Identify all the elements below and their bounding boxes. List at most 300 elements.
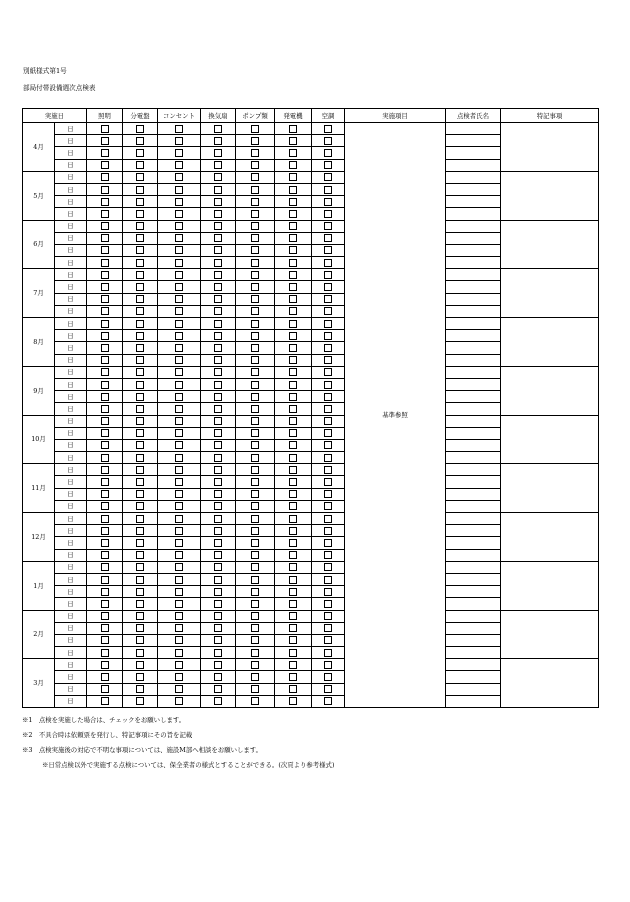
checkbox[interactable]	[214, 161, 222, 169]
inspector-name-cell[interactable]	[446, 318, 501, 330]
checkbox[interactable]	[324, 466, 332, 474]
checkbox[interactable]	[136, 612, 144, 620]
inspector-name-cell[interactable]	[446, 366, 501, 378]
checkbox[interactable]	[251, 478, 259, 486]
day-cell[interactable]: 日	[55, 622, 87, 634]
checkbox[interactable]	[101, 393, 109, 401]
inspector-name-cell[interactable]	[446, 525, 501, 537]
checkbox[interactable]	[251, 661, 259, 669]
checkbox[interactable]	[289, 661, 297, 669]
checkbox[interactable]	[101, 466, 109, 474]
checkbox[interactable]	[289, 502, 297, 510]
checkbox[interactable]	[136, 539, 144, 547]
checkbox[interactable]	[289, 344, 297, 352]
checkbox[interactable]	[136, 502, 144, 510]
day-cell[interactable]: 日	[55, 293, 87, 305]
checkbox[interactable]	[324, 259, 332, 267]
checkbox[interactable]	[101, 661, 109, 669]
checkbox[interactable]	[324, 381, 332, 389]
checkbox[interactable]	[175, 186, 183, 194]
checkbox[interactable]	[289, 515, 297, 523]
checkbox[interactable]	[214, 332, 222, 340]
checkbox[interactable]	[175, 588, 183, 596]
checkbox[interactable]	[101, 576, 109, 584]
checkbox[interactable]	[101, 198, 109, 206]
checkbox[interactable]	[101, 697, 109, 705]
inspector-name-cell[interactable]	[446, 415, 501, 427]
inspector-name-cell[interactable]	[446, 159, 501, 171]
checkbox[interactable]	[136, 186, 144, 194]
checkbox[interactable]	[289, 222, 297, 230]
checkbox[interactable]	[175, 539, 183, 547]
inspector-name-cell[interactable]	[446, 537, 501, 549]
inspector-name-cell[interactable]	[446, 598, 501, 610]
day-cell[interactable]: 日	[55, 196, 87, 208]
day-cell[interactable]: 日	[55, 232, 87, 244]
checkbox[interactable]	[251, 539, 259, 547]
checkbox[interactable]	[101, 173, 109, 181]
checkbox[interactable]	[251, 198, 259, 206]
checkbox[interactable]	[289, 356, 297, 364]
checkbox[interactable]	[324, 222, 332, 230]
checkbox[interactable]	[324, 649, 332, 657]
checkbox[interactable]	[214, 636, 222, 644]
checkbox[interactable]	[214, 649, 222, 657]
checkbox[interactable]	[101, 649, 109, 657]
checkbox[interactable]	[101, 539, 109, 547]
checkbox[interactable]	[289, 149, 297, 157]
checkbox[interactable]	[101, 186, 109, 194]
checkbox[interactable]	[251, 210, 259, 218]
checkbox[interactable]	[101, 490, 109, 498]
checkbox[interactable]	[175, 283, 183, 291]
checkbox[interactable]	[324, 137, 332, 145]
checkbox[interactable]	[214, 441, 222, 449]
checkbox[interactable]	[175, 527, 183, 535]
checkbox[interactable]	[251, 161, 259, 169]
checkbox[interactable]	[251, 222, 259, 230]
inspector-name-cell[interactable]	[446, 378, 501, 390]
checkbox[interactable]	[324, 441, 332, 449]
checkbox[interactable]	[101, 356, 109, 364]
checkbox[interactable]	[289, 173, 297, 181]
checkbox[interactable]	[289, 527, 297, 535]
checkbox[interactable]	[136, 356, 144, 364]
checkbox[interactable]	[214, 283, 222, 291]
checkbox[interactable]	[324, 429, 332, 437]
checkbox[interactable]	[101, 417, 109, 425]
checkbox[interactable]	[251, 697, 259, 705]
checkbox[interactable]	[136, 332, 144, 340]
checkbox[interactable]	[101, 137, 109, 145]
checkbox[interactable]	[136, 393, 144, 401]
checkbox[interactable]	[289, 198, 297, 206]
checkbox[interactable]	[136, 576, 144, 584]
day-cell[interactable]: 日	[55, 500, 87, 512]
inspector-name-cell[interactable]	[446, 622, 501, 634]
checkbox[interactable]	[175, 173, 183, 181]
checkbox[interactable]	[324, 368, 332, 376]
day-cell[interactable]: 日	[55, 318, 87, 330]
checkbox[interactable]	[289, 186, 297, 194]
checkbox[interactable]	[136, 381, 144, 389]
checkbox[interactable]	[324, 295, 332, 303]
day-cell[interactable]: 日	[55, 366, 87, 378]
day-cell[interactable]: 日	[55, 378, 87, 390]
checkbox[interactable]	[214, 600, 222, 608]
checkbox[interactable]	[289, 332, 297, 340]
checkbox[interactable]	[101, 246, 109, 254]
checkbox[interactable]	[214, 271, 222, 279]
checkbox[interactable]	[175, 454, 183, 462]
checkbox[interactable]	[214, 210, 222, 218]
inspector-name-cell[interactable]	[446, 647, 501, 659]
checkbox[interactable]	[136, 125, 144, 133]
day-cell[interactable]: 日	[55, 439, 87, 451]
checkbox[interactable]	[251, 320, 259, 328]
checkbox[interactable]	[214, 539, 222, 547]
checkbox[interactable]	[324, 173, 332, 181]
checkbox[interactable]	[175, 149, 183, 157]
checkbox[interactable]	[324, 125, 332, 133]
checkbox[interactable]	[175, 332, 183, 340]
checkbox[interactable]	[136, 368, 144, 376]
day-cell[interactable]: 日	[55, 269, 87, 281]
day-cell[interactable]: 日	[55, 488, 87, 500]
checkbox[interactable]	[289, 576, 297, 584]
day-cell[interactable]: 日	[55, 183, 87, 195]
checkbox[interactable]	[289, 551, 297, 559]
checkbox[interactable]	[251, 563, 259, 571]
checkbox[interactable]	[175, 405, 183, 413]
day-cell[interactable]: 日	[55, 305, 87, 317]
day-cell[interactable]: 日	[55, 281, 87, 293]
day-cell[interactable]: 日	[55, 123, 87, 135]
checkbox[interactable]	[175, 210, 183, 218]
checkbox[interactable]	[175, 576, 183, 584]
checkbox[interactable]	[136, 246, 144, 254]
checkbox[interactable]	[214, 234, 222, 242]
checkbox[interactable]	[251, 307, 259, 315]
checkbox[interactable]	[251, 149, 259, 157]
inspector-name-cell[interactable]	[446, 573, 501, 585]
inspector-name-cell[interactable]	[446, 634, 501, 646]
checkbox[interactable]	[289, 271, 297, 279]
checkbox[interactable]	[214, 295, 222, 303]
day-cell[interactable]: 日	[55, 513, 87, 525]
checkbox[interactable]	[136, 649, 144, 657]
remarks-cell[interactable]	[501, 220, 599, 269]
inspector-name-cell[interactable]	[446, 549, 501, 561]
checkbox[interactable]	[101, 563, 109, 571]
checkbox[interactable]	[324, 502, 332, 510]
inspector-name-cell[interactable]	[446, 403, 501, 415]
checkbox[interactable]	[251, 283, 259, 291]
checkbox[interactable]	[289, 539, 297, 547]
checkbox[interactable]	[136, 271, 144, 279]
checkbox[interactable]	[136, 551, 144, 559]
checkbox[interactable]	[175, 320, 183, 328]
checkbox[interactable]	[324, 210, 332, 218]
checkbox[interactable]	[251, 551, 259, 559]
checkbox[interactable]	[251, 527, 259, 535]
inspector-name-cell[interactable]	[446, 147, 501, 159]
checkbox[interactable]	[289, 490, 297, 498]
checkbox[interactable]	[175, 417, 183, 425]
checkbox[interactable]	[214, 344, 222, 352]
inspector-name-cell[interactable]	[446, 281, 501, 293]
checkbox[interactable]	[324, 198, 332, 206]
checkbox[interactable]	[214, 454, 222, 462]
checkbox[interactable]	[136, 417, 144, 425]
checkbox[interactable]	[324, 186, 332, 194]
checkbox[interactable]	[251, 393, 259, 401]
checkbox[interactable]	[101, 527, 109, 535]
checkbox[interactable]	[289, 612, 297, 620]
checkbox[interactable]	[136, 320, 144, 328]
checkbox[interactable]	[101, 405, 109, 413]
checkbox[interactable]	[136, 478, 144, 486]
checkbox[interactable]	[175, 661, 183, 669]
checkbox[interactable]	[251, 441, 259, 449]
checkbox[interactable]	[324, 161, 332, 169]
checkbox[interactable]	[324, 588, 332, 596]
day-cell[interactable]: 日	[55, 391, 87, 403]
inspector-name-cell[interactable]	[446, 244, 501, 256]
checkbox[interactable]	[175, 125, 183, 133]
checkbox[interactable]	[324, 697, 332, 705]
day-cell[interactable]: 日	[55, 171, 87, 183]
checkbox[interactable]	[324, 515, 332, 523]
day-cell[interactable]: 日	[55, 159, 87, 171]
checkbox[interactable]	[251, 502, 259, 510]
checkbox[interactable]	[289, 405, 297, 413]
checkbox[interactable]	[289, 454, 297, 462]
checkbox[interactable]	[289, 588, 297, 596]
checkbox[interactable]	[251, 295, 259, 303]
day-cell[interactable]: 日	[55, 415, 87, 427]
checkbox[interactable]	[251, 685, 259, 693]
checkbox[interactable]	[175, 649, 183, 657]
remarks-cell[interactable]	[501, 123, 599, 172]
checkbox[interactable]	[289, 137, 297, 145]
checkbox[interactable]	[214, 393, 222, 401]
checkbox[interactable]	[136, 441, 144, 449]
checkbox[interactable]	[214, 466, 222, 474]
remarks-cell[interactable]	[501, 464, 599, 513]
checkbox[interactable]	[324, 600, 332, 608]
checkbox[interactable]	[289, 246, 297, 254]
checkbox[interactable]	[175, 478, 183, 486]
day-cell[interactable]: 日	[55, 598, 87, 610]
checkbox[interactable]	[214, 173, 222, 181]
remarks-cell[interactable]	[501, 415, 599, 464]
checkbox[interactable]	[324, 149, 332, 157]
checkbox[interactable]	[289, 368, 297, 376]
day-cell[interactable]: 日	[55, 610, 87, 622]
remarks-cell[interactable]	[501, 318, 599, 367]
checkbox[interactable]	[214, 527, 222, 535]
checkbox[interactable]	[214, 356, 222, 364]
inspector-name-cell[interactable]	[446, 123, 501, 135]
inspector-name-cell[interactable]	[446, 257, 501, 269]
day-cell[interactable]: 日	[55, 208, 87, 220]
checkbox[interactable]	[136, 600, 144, 608]
checkbox[interactable]	[136, 210, 144, 218]
checkbox[interactable]	[136, 563, 144, 571]
inspector-name-cell[interactable]	[446, 196, 501, 208]
inspector-name-cell[interactable]	[446, 220, 501, 232]
checkbox[interactable]	[214, 624, 222, 632]
checkbox[interactable]	[175, 307, 183, 315]
inspector-name-cell[interactable]	[446, 464, 501, 476]
checkbox[interactable]	[136, 259, 144, 267]
checkbox[interactable]	[136, 697, 144, 705]
checkbox[interactable]	[214, 685, 222, 693]
checkbox[interactable]	[251, 636, 259, 644]
checkbox[interactable]	[136, 429, 144, 437]
inspector-name-cell[interactable]	[446, 208, 501, 220]
checkbox[interactable]	[289, 478, 297, 486]
checkbox[interactable]	[101, 612, 109, 620]
checkbox[interactable]	[214, 661, 222, 669]
checkbox[interactable]	[175, 563, 183, 571]
checkbox[interactable]	[251, 673, 259, 681]
checkbox[interactable]	[289, 295, 297, 303]
checkbox[interactable]	[324, 673, 332, 681]
checkbox[interactable]	[101, 234, 109, 242]
checkbox[interactable]	[175, 234, 183, 242]
checkbox[interactable]	[289, 417, 297, 425]
checkbox[interactable]	[324, 454, 332, 462]
checkbox[interactable]	[251, 576, 259, 584]
day-cell[interactable]: 日	[55, 561, 87, 573]
checkbox[interactable]	[289, 563, 297, 571]
checkbox[interactable]	[175, 466, 183, 474]
checkbox[interactable]	[214, 246, 222, 254]
checkbox[interactable]	[324, 636, 332, 644]
day-cell[interactable]: 日	[55, 330, 87, 342]
checkbox[interactable]	[324, 271, 332, 279]
checkbox[interactable]	[214, 320, 222, 328]
checkbox[interactable]	[136, 307, 144, 315]
inspector-name-cell[interactable]	[446, 342, 501, 354]
checkbox[interactable]	[214, 478, 222, 486]
checkbox[interactable]	[251, 246, 259, 254]
inspector-name-cell[interactable]	[446, 513, 501, 525]
checkbox[interactable]	[136, 234, 144, 242]
checkbox[interactable]	[101, 149, 109, 157]
checkbox[interactable]	[289, 466, 297, 474]
checkbox[interactable]	[214, 137, 222, 145]
checkbox[interactable]	[136, 222, 144, 230]
checkbox[interactable]	[324, 417, 332, 425]
checkbox[interactable]	[175, 356, 183, 364]
day-cell[interactable]: 日	[55, 659, 87, 671]
checkbox[interactable]	[101, 600, 109, 608]
checkbox[interactable]	[251, 417, 259, 425]
checkbox[interactable]	[136, 490, 144, 498]
checkbox[interactable]	[289, 234, 297, 242]
checkbox[interactable]	[251, 600, 259, 608]
day-cell[interactable]: 日	[55, 403, 87, 415]
checkbox[interactable]	[251, 234, 259, 242]
remarks-cell[interactable]	[501, 171, 599, 220]
checkbox[interactable]	[101, 125, 109, 133]
checkbox[interactable]	[289, 441, 297, 449]
checkbox[interactable]	[251, 173, 259, 181]
checkbox[interactable]	[289, 307, 297, 315]
checkbox[interactable]	[251, 490, 259, 498]
inspector-name-cell[interactable]	[446, 671, 501, 683]
checkbox[interactable]	[175, 624, 183, 632]
checkbox[interactable]	[175, 515, 183, 523]
remarks-cell[interactable]	[501, 513, 599, 562]
checkbox[interactable]	[289, 624, 297, 632]
checkbox[interactable]	[324, 234, 332, 242]
checkbox[interactable]	[324, 661, 332, 669]
checkbox[interactable]	[251, 429, 259, 437]
day-cell[interactable]: 日	[55, 147, 87, 159]
checkbox[interactable]	[324, 563, 332, 571]
checkbox[interactable]	[175, 502, 183, 510]
checkbox[interactable]	[251, 381, 259, 389]
checkbox[interactable]	[251, 125, 259, 133]
checkbox[interactable]	[101, 478, 109, 486]
checkbox[interactable]	[136, 685, 144, 693]
checkbox[interactable]	[251, 649, 259, 657]
checkbox[interactable]	[251, 405, 259, 413]
day-cell[interactable]: 日	[55, 586, 87, 598]
checkbox[interactable]	[101, 441, 109, 449]
inspector-name-cell[interactable]	[446, 500, 501, 512]
checkbox[interactable]	[251, 137, 259, 145]
inspector-name-cell[interactable]	[446, 488, 501, 500]
checkbox[interactable]	[175, 441, 183, 449]
day-cell[interactable]: 日	[55, 683, 87, 695]
checkbox[interactable]	[214, 259, 222, 267]
checkbox[interactable]	[251, 466, 259, 474]
checkbox[interactable]	[136, 283, 144, 291]
checkbox[interactable]	[101, 161, 109, 169]
checkbox[interactable]	[175, 161, 183, 169]
checkbox[interactable]	[324, 405, 332, 413]
day-cell[interactable]: 日	[55, 464, 87, 476]
checkbox[interactable]	[214, 563, 222, 571]
checkbox[interactable]	[101, 624, 109, 632]
checkbox[interactable]	[136, 527, 144, 535]
day-cell[interactable]: 日	[55, 342, 87, 354]
checkbox[interactable]	[214, 588, 222, 596]
checkbox[interactable]	[101, 210, 109, 218]
inspector-name-cell[interactable]	[446, 135, 501, 147]
checkbox[interactable]	[324, 490, 332, 498]
checkbox[interactable]	[324, 246, 332, 254]
checkbox[interactable]	[101, 259, 109, 267]
checkbox[interactable]	[101, 307, 109, 315]
inspector-name-cell[interactable]	[446, 683, 501, 695]
inspector-name-cell[interactable]	[446, 171, 501, 183]
checkbox[interactable]	[101, 381, 109, 389]
checkbox[interactable]	[101, 344, 109, 352]
checkbox[interactable]	[214, 502, 222, 510]
checkbox[interactable]	[136, 198, 144, 206]
checkbox[interactable]	[289, 649, 297, 657]
checkbox[interactable]	[324, 332, 332, 340]
checkbox[interactable]	[136, 515, 144, 523]
checkbox[interactable]	[136, 454, 144, 462]
inspector-name-cell[interactable]	[446, 561, 501, 573]
